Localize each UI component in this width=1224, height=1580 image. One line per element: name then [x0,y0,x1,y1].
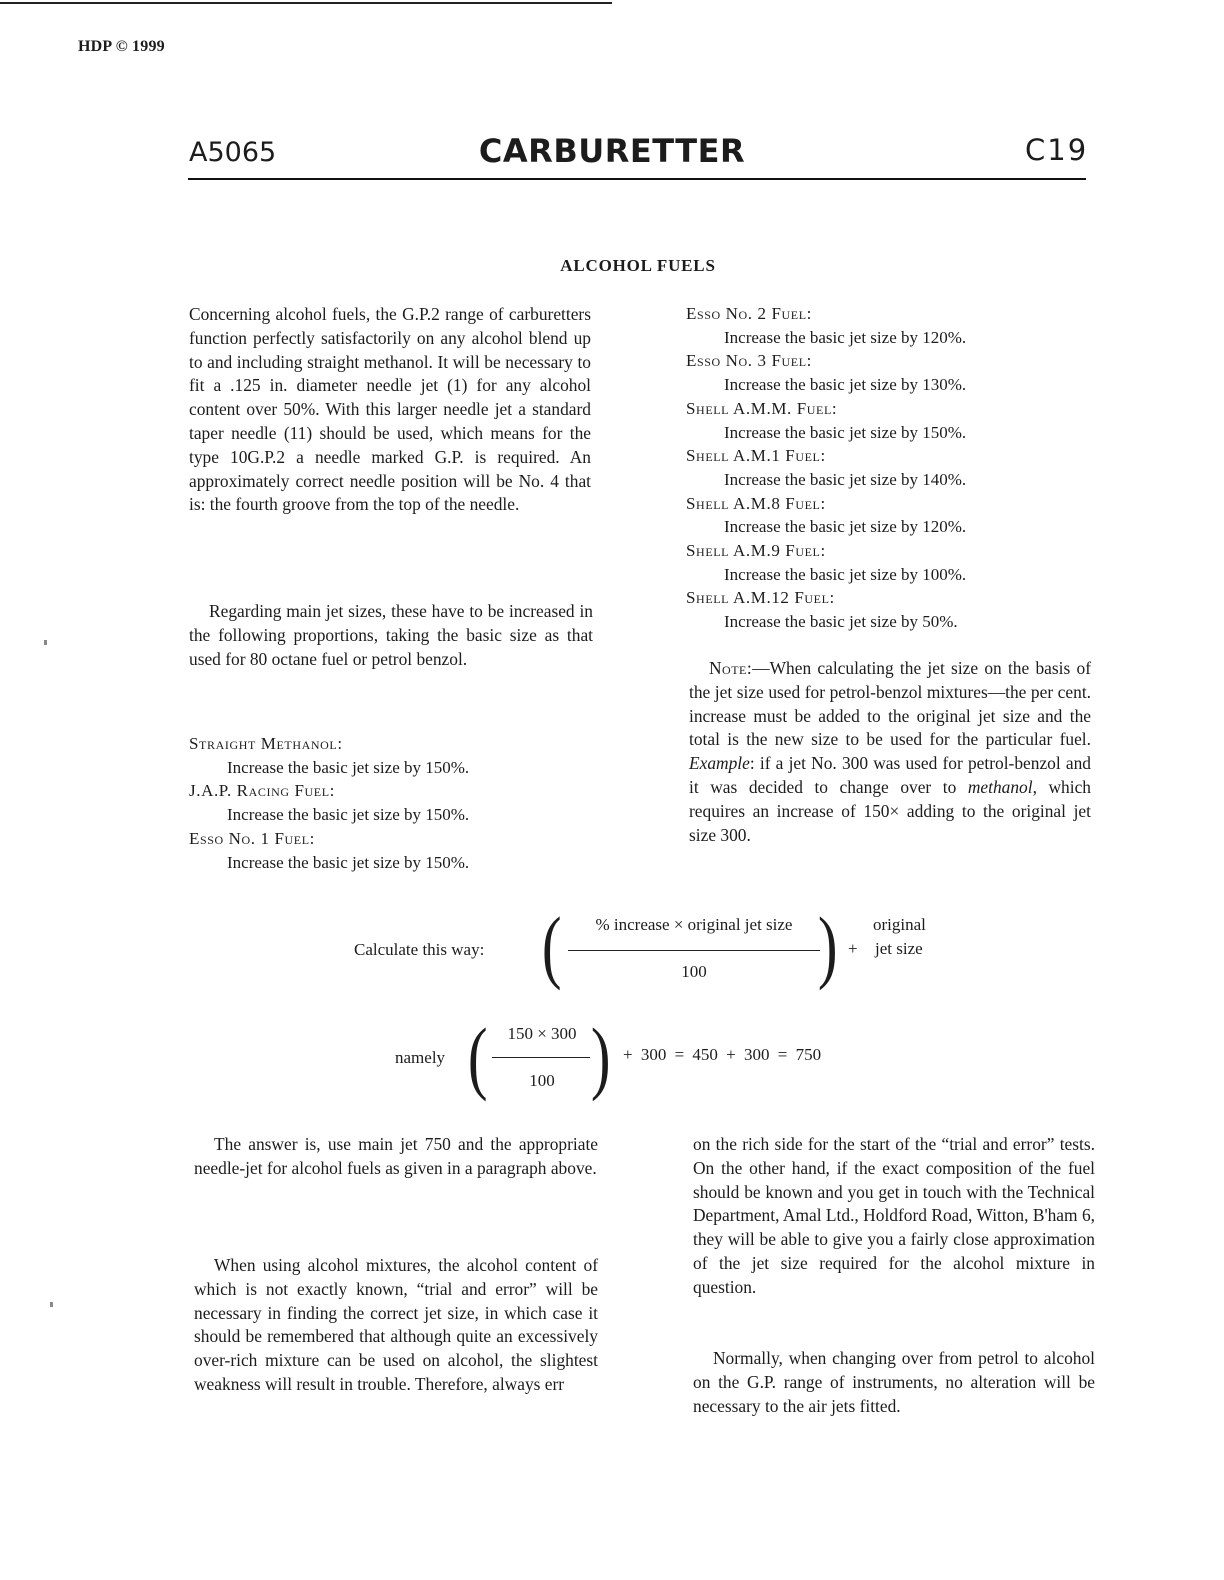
right-fuel-list [686,302,1086,634]
formula-plus: + [848,939,858,958]
fuel-increase: Increase the basic jet size by 150%. [724,422,967,442]
example-result: + 300 = 450 + 300 = 750 [623,1045,822,1064]
note-label: Note: [709,658,753,678]
fuel-increase: Increase the basic jet size by 140%. [724,469,967,489]
example-left-paren: ( [467,1011,488,1102]
intro-paragraph: Concerning alcohol fuels, the G.P.2 range of carburetters function perfectly satisfactorily on any alcohol blend up to and including straight methanol. It will be necessary to fit a .125 in. diameter needle jet (1) for any alcohol content over 50%. With this larger needle jet a standard taper needle (11) should be used, which means for the type 10G.P.2 a needle marked G.P. is required. An approximately correct needle position will be No. 4 that is: the fourth groove from the top of the needle. [189,304,591,515]
rich-side-paragraph: on the rich side for the start of the “trial and error” tests. On the other hand, if the exact composition of the fuel should be known and you get in touch with the Technical Department, Amal Ltd., Holdford Road, Witton, B'ham 6, they will be able to give you a fairly close approximation of the jet size required for the alcohol mixture in question. [693,1134,1095,1297]
margin-speck [44,640,47,645]
fuel-item [686,586,1086,633]
fuel-increase: Increase the basic jet size by 150%. [227,852,470,872]
fuel-name: J.A.P. Racing Fuel: [189,781,335,801]
example-text-b: , which requires an increase of 150× adding to the original jet size 300. [689,776,1091,845]
fuel-item [686,492,1086,539]
fuel-item [686,539,1086,586]
fuel-item [686,444,1086,491]
header-rule [188,178,1086,180]
formula-denominator: 100 [681,962,707,981]
section-title: ALCOHOL FUELS [560,256,716,275]
formula-right-paren: ) [817,900,838,991]
fuel-increase: Increase the basic jet size by 150%. [227,757,470,777]
air-jets-paragraph: Normally, when changing over from petrol to alcohol on the G.P. range of instruments, no alteration will be necessary to the air jets fitted. [693,1348,1095,1416]
fuel-increase: Increase the basic jet size by 130%. [724,375,967,395]
fuel-name: Esso No. 3 Fuel: [686,351,812,371]
formula-suffix-top: original [873,915,926,934]
example-fraction-bar [492,1057,590,1058]
fuel-item [686,397,1086,444]
fuel-increase: Increase the basic jet size by 50%. [724,612,958,632]
scan-edge-line [0,2,612,4]
example-fuel: methanol [967,776,1033,797]
formula-numerator: % increase × original jet size [595,915,793,934]
example-text-a: : if a jet No. 300 was used for petrol-benzol and it was decided to change over to [689,753,1091,797]
jet-sizes-paragraph: Regarding main jet sizes, these have to be increased in the following proportions, taking the basic size as that used for 80 octane fuel or petrol benzol. [189,601,593,669]
fuel-name: Shell A.M.1 Fuel: [686,446,826,466]
fuel-item [686,302,1086,349]
fuel-name: Shell A.M.8 Fuel: [686,493,826,513]
note-paragraph [689,657,1091,847]
mixtures-paragraph: When using alcohol mixtures, the alcohol content of which is not exactly known, “trial and error” will be necessary in finding the correct jet size, in which case it should be remembered that although quite an excessively over-rich mixture can be used on alcohol, the slightest weakness will result in trouble. Therefore, always err [194,1255,598,1394]
margin-speck [50,1302,53,1307]
fuel-item [189,827,589,874]
fuel-increase: Increase the basic jet size by 120%. [724,517,967,537]
fuel-name: Esso No. 2 Fuel: [686,304,812,323]
formula-suffix-bottom: jet size [875,939,923,958]
example-formula-label: namely [395,1048,446,1067]
fuel-name: Esso No. 1 Fuel: [189,828,315,848]
page-number: C19 [1025,133,1089,167]
copyright-notice: HDP © 1999 [78,38,165,55]
example-denominator: 100 [529,1071,555,1090]
fuel-item [686,349,1086,396]
formula-label: Calculate this way: [354,940,485,959]
fuel-increase: Increase the basic jet size by 100%. [724,564,967,584]
example-right-paren: ) [590,1011,611,1102]
fuel-name: Shell A.M.12 Fuel: [686,588,835,608]
fuel-item [189,732,589,779]
note-text: —When calculating the jet size on the basis of the jet size used for petrol-benzol mixtures—the per cent. increase must be added to the original jet size and the total is the new size to be used for the particular fuel. [689,658,1091,750]
page-title: CARBURETTER [478,132,746,170]
example-numerator: 150 × 300 [507,1024,577,1043]
fuel-increase: Increase the basic jet size by 120%. [724,327,967,347]
formula-left-paren: ( [541,900,562,991]
fuel-name: Shell A.M.M. Fuel: [686,398,838,418]
left-fuel-list [189,732,589,874]
fuel-name: Straight Methanol: [189,734,343,753]
part-code: A5065 [189,137,277,168]
fuel-increase: Increase the basic jet size by 150%. [227,805,470,825]
example-label: Example [689,753,750,774]
fuel-item [189,779,589,826]
fuel-name: Shell A.M.9 Fuel: [686,541,826,561]
answer-paragraph: The answer is, use main jet 750 and the appropriate needle-jet for alcohol fuels as given in a paragraph above. [194,1134,598,1178]
formula-fraction-bar [568,950,820,951]
